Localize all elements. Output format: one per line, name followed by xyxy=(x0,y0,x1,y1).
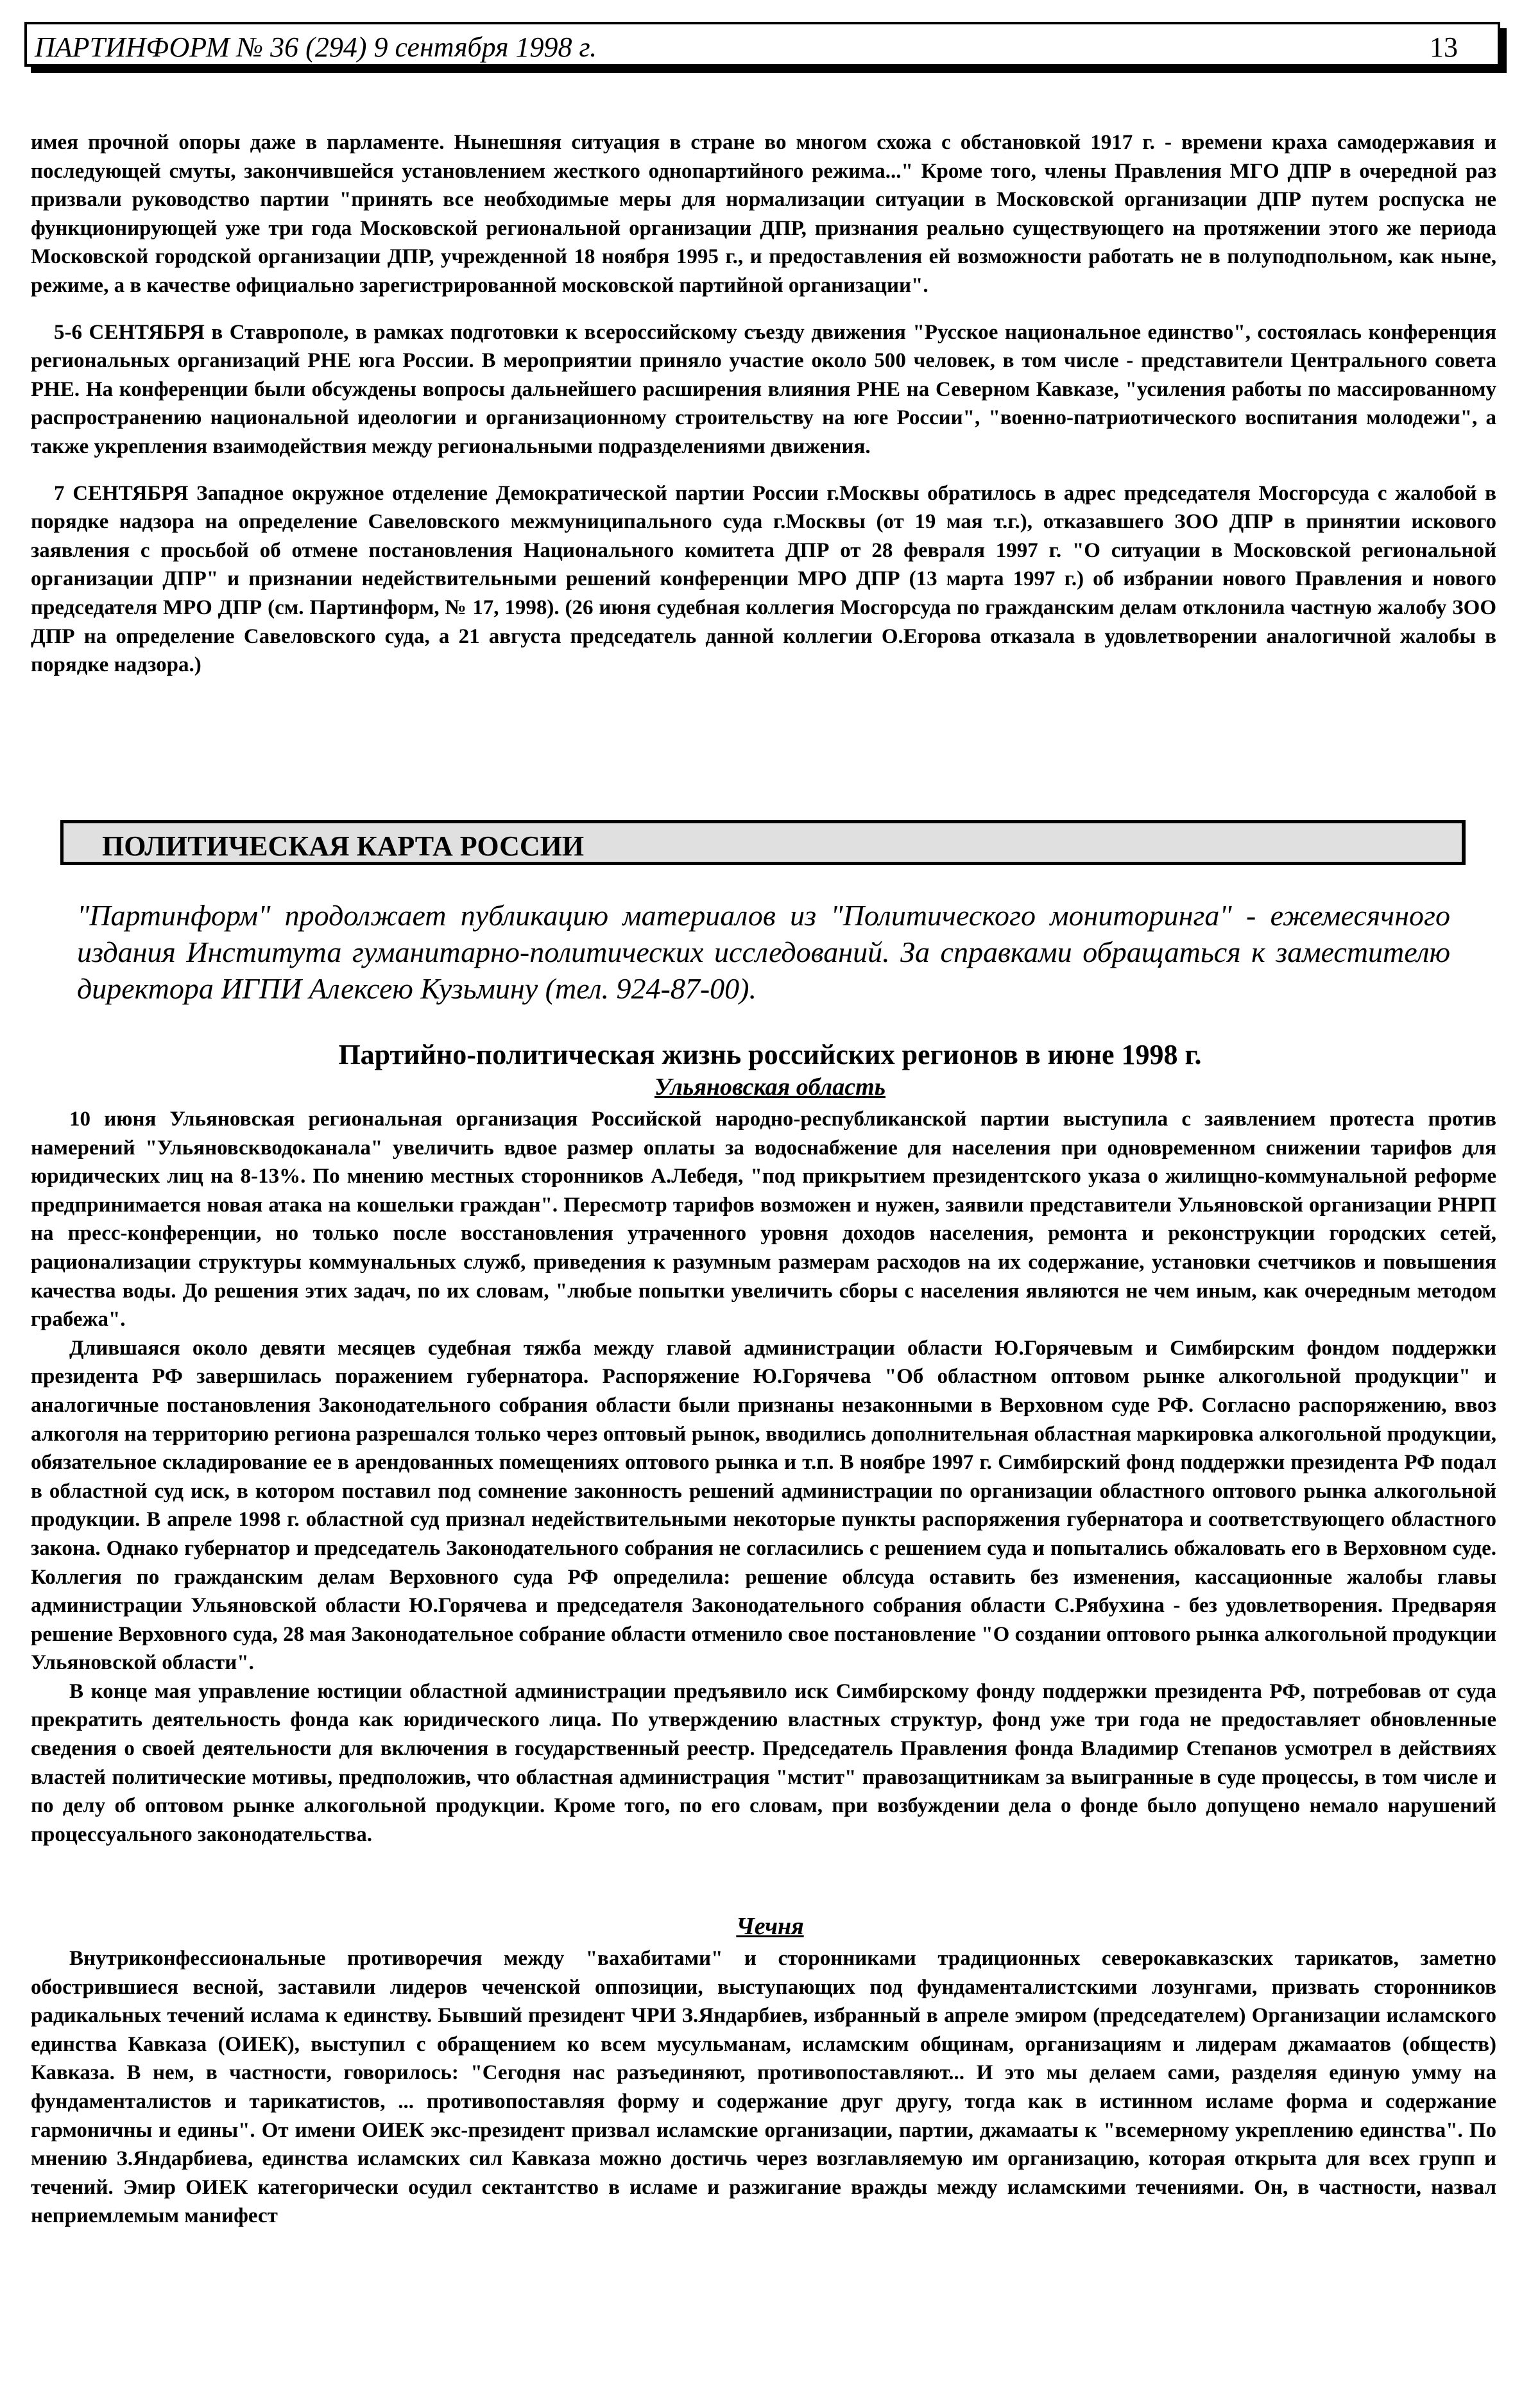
region-heading: Чечня xyxy=(736,1913,804,1940)
page-number: 13 xyxy=(1430,31,1458,63)
paragraph: Внутриконфессиональные противоречия между "вахабитами" и сторонниками традиционных северокавказских тарикатов, заметно обострившиеся весной, заставили лидеров чеченской оппозиции, выступающих под фундаменталистскими лозунгами, призвать сторонников радикальных течений ислама к единству. Бывший президент ЧРИ З.Яндарбиев, избранный в апреле эмиром (председателем) Организации исламского единства Кавказа (ОИЕК), выступил с обращением ко всем мусульманам, исламским общинам, организациям и лидерам джамаатов (обществ) Кавказа. В нем, в частности, говорилось: "Сегодня нас разъединяют, противопоставляют... И это мы делаем сами, разделяя единую умму на фундаменталистов и тарикатистов, ... противопоставляя форму и содержание друг другу, тогда как в истинном исламе форма и содержание гармоничны и едины". От имени ОИЕК экс-президент призвал исламские организации, партии, джамааты к "всемерному укреплению единства". По мнению З.Яндарбиева, единства исламских сил Кавказа можно достичь через возглавляемую им организацию, которая открыта для всех групп и течений. Эмир ОИЕК категорически осудил сектантство в исламе и разжигание вражды между исламскими течениями. Он, в частности, назвал неприемлемым манифест xyxy=(31,1947,1496,2228)
publication-title: ПАРТИНФОРМ № 36 (294) 9 сентября 1998 г. xyxy=(35,31,597,63)
intro-note: "Партинформ" продолжает публикацию материалов из "Политического мониторинга" - ежемесячного издания Института гуманитарно-политических исследований. За справками обращаться к заместителю директора ИГПИ Алексею Кузьмину (тел. 924-87-00). xyxy=(77,899,1450,1005)
paragraph: Длившаяся около девяти месяцев судебная тяжба между главой администрации области Ю.Горячевым и Симбирским фондом поддержки президента РФ завершилась поражением губернатора. Распоряжение Ю.Горячева "Об областном оптовом рынке алкогольной продукции" и аналогичные постановления Законодательного собрания области были признаны незаконными в Верховном суде РФ. Согласно распоряжению, ввоз алкоголя на территорию региона разрешался только через оптовый рынок, вводились дополнительная областная маркировка алкогольной продукции, обязательное складирование ее в арендованных помещениях оптового рынка и т.п. В ноябре 1997 г. Симбирский фонд поддержки президента РФ подал в областной суд иск, в котором поставил под сомнение законность решений администрации по организации областного оптового рынка алкогольной продукции. В апреле 1998 г. областной суд признал недействительными некоторые пункты распоряжения губернатора и соответствующего областного закона. Однако губернатор и председатель Законодательного собрания не согласились с решением суда и попытались обжаловать его в Верховном суде. Коллегия по гражданским делам Верховного суда РФ определила: решение облсуда оставить без изменения, кассационные жалобы главы администрации Ульяновской области Ю.Горячева и председателя Законодательного собрания области С.Рябухина - без удовлетворения. Предваряя решение Верховного суда, 28 мая Законодательное собрание области отменило свое постановление "О создании оптового рынка алкогольной продукции Ульяновской области". xyxy=(31,1336,1496,1675)
paragraph: имея прочной опоры даже в парламенте. Нынешняя ситуация в стране во многом схожа с обстановкой 1917 г. - времени краха самодержавия и последующей смуты, закончившейся установлением жесткого однопартийного режима..." Кроме того, члены Правления МГО ДПР в очередной раз призвали руководство партии "принять все необходимые меры для нормализации ситуации в Московской организации ДПР путем роспуска не функционирующей уже три года Московской региональной организации ДПР, признания реально существующего на протяжении этого же периода Московской городской организации ДПР, учрежденной 18 ноября 1995 г., и предоставления ей возможности работать не в полуподпольном, как ныне, режиме, а в качестве официально зарегистрированной московской партийной организации". xyxy=(31,131,1496,297)
article-title: Партийно-политическая жизнь российских регионов в июне 1998 г. xyxy=(338,1039,1202,1070)
region-heading: Ульяновская область xyxy=(654,1074,886,1101)
section-banner xyxy=(60,820,1466,865)
top-news xyxy=(31,128,1496,680)
region-ulyanovsk xyxy=(31,1105,1496,1849)
paragraph: 7 СЕНТЯБРЯ Западное окружное отделение Демократической партии России г.Москвы обратилось в адрес председателя Мосгорсуда с жалобой в порядке надзора на определение Савеловского межмуниципального суда г.Москвы (от 19 мая т.г.), отказавшего ЗОО ДПР в принятии искового заявления с просьбой об отмене постановления Национального комитета ДПР от 28 февраля 1997 г. "О ситуации в Московской региональной организации ДПР" и признании недействительными решений конференции МРО ДПР (13 марта 1997 г.) об избрании нового Правления и нового председателя МРО ДПР (см. Партинформ, № 17, 1998). (26 июня судебная коллегия Мосгорсуда по гражданским делам отклонила частную жалобу ЗОО ДПР на определение Савеловского суда, а 21 августа председатель данной коллегии О.Егорова отказала в удовлетворении аналогичной жалобы в порядке надзора.) xyxy=(31,481,1496,677)
section-title: ПОЛИТИЧЕСКАЯ КАРТА РОССИИ xyxy=(102,830,585,862)
paragraph: В конце мая управление юстиции областной администрации предъявило иск Симбирскому фонду поддержки президента РФ, потребовав от суда прекратить деятельность фонда как юридического лица. По утверждению властных структур, фонд уже три года не предоставляет обновленные сведения о своей деятельности для включения в государственный реестр. Председатель Правления фонда Владимир Степанов усмотрел в действиях властей политические мотивы, предположив, что областная администрация "мстит" правозащитникам за выигранные в суде процессы, в том числе и по делу об оптовом рынке алкогольной продукции. Кроме того, по его словам, при возбуждении дела о фонде было допущено немало нарушений процессуального законодательства. xyxy=(31,1679,1496,1846)
paragraph: 10 июня Ульяновская региональная организация Российской народно-республиканской партии выступила с заявлением протеста против намерений "Ульяновскводоканала" увеличить вдвое размер оплаты за водоснабжение для населения при одновременном снижении тарифов для юридических лиц на 8-13%. По мнению местных сторонников А.Лебедя, "под прикрытием президентского указа о жилищно-коммунальной реформе предпринимается новая атака на кошельки граждан". Пересмотр тарифов возможен и нужен, заявили представители Ульяновской организации РНРП на пресс-конференции, но только после восстановления утраченного уровня доходов населения, ремонта и реконструкции городских сетей, рационализации структуры коммунальных служб, приведения к разумным размерам расходов на их содержание, установки счетчиков и повышения качества воды. До решения этих задач, по их словам, "любые попытки увеличить сборы с населения являются не чем иным, как очередным методом грабежа". xyxy=(31,1108,1496,1332)
page-header xyxy=(24,22,1500,67)
region-chechnya xyxy=(31,1944,1496,2231)
paragraph: 5-6 СЕНТЯБРЯ в Ставрополе, в рамках подготовки к всероссийскому съезду движения "Русское национальное единство", состоялась конференция региональных организаций РНЕ юга России. В мероприятии приняло участие около 500 человек, в том числе - представители Центрального совета РНЕ. На конференции были обсуждены вопросы дальнейшего расширения влияния РНЕ на Северном Кавказе, "усиления работы по массированному распространению национальной идеологии и организационному строительству на юге России", "военно-патриотического воспитания молодежи", а также укрепления взаимодействия между региональными подразделениями движения. xyxy=(31,320,1496,458)
